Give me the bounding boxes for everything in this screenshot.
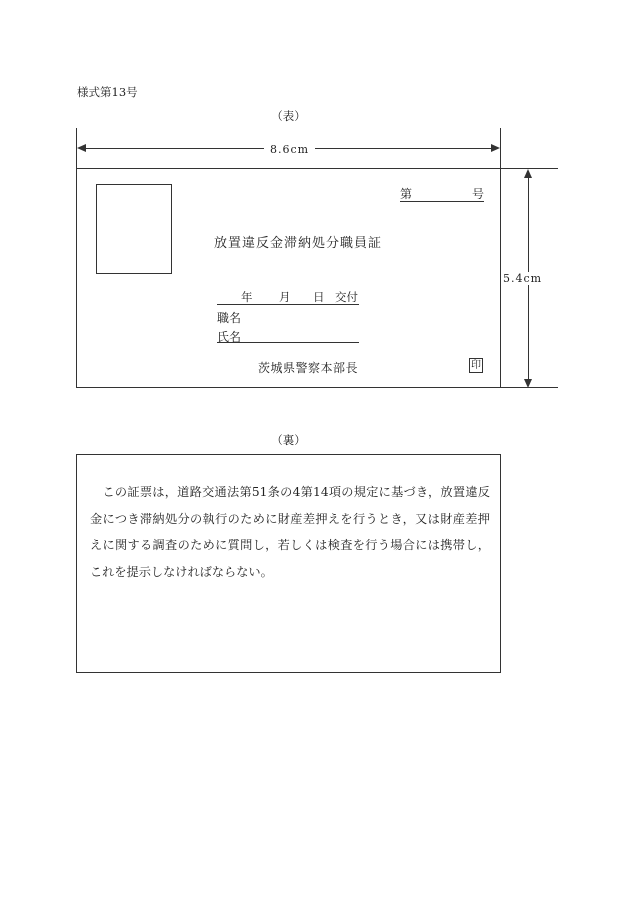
form-number: 様式第13号: [77, 85, 138, 99]
photo-box: [96, 184, 172, 274]
width-dimension-label: 8.6cm: [264, 143, 315, 156]
dimension-guide-right: [500, 128, 501, 169]
card-left-edge: [76, 168, 77, 388]
name-label: 氏名: [217, 330, 242, 344]
front-side-label: （表）: [271, 109, 306, 123]
height-dimension-label: 5.4cm: [503, 272, 543, 285]
date-day: 日: [313, 290, 325, 304]
date-issued: 交付: [335, 290, 358, 304]
card-title: 放置違反金滞納処分職員証: [214, 236, 383, 251]
arrow-up-icon: [524, 169, 532, 178]
seal-icon: 印: [471, 360, 481, 371]
card-top-edge: [76, 168, 558, 169]
card-right-edge: [500, 168, 501, 388]
date-month: 月: [279, 290, 291, 304]
name-underline: [217, 327, 359, 343]
back-text: この証票は，道路交通法第51条の4第14項の規定に基づき，放置違反金につき滞納処分の執行のために財産差押えを行うとき，又は財産差押えに関する調査のために質問し，若しくは検査を行う場合には携帯し，これを提示しなければならない。: [90, 485, 490, 579]
date-year: 年: [241, 290, 253, 304]
position-label: 職名: [217, 311, 242, 325]
certificate-number-field: [400, 185, 484, 202]
number-prefix: 第: [400, 187, 413, 201]
card-bottom-edge: [76, 387, 558, 388]
issue-date-line: [217, 289, 359, 305]
arrow-down-icon: [524, 379, 532, 388]
arrow-right-icon: [491, 144, 500, 152]
issuer: 茨城県警察本部長: [258, 361, 359, 375]
back-side-label: （裏）: [271, 433, 306, 447]
arrow-left-icon: [77, 144, 86, 152]
number-suffix: 号: [471, 187, 484, 201]
